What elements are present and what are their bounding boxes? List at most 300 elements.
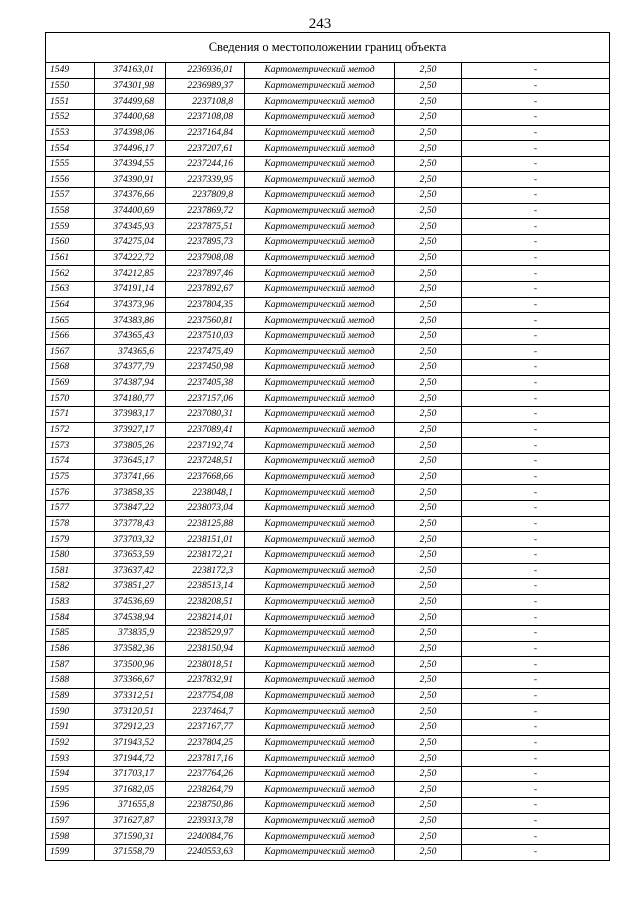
method-cell: Картометрический метод [245, 313, 395, 329]
accuracy-cell: 2,50 [395, 297, 462, 313]
accuracy-cell: 2,50 [395, 63, 462, 79]
point-number-cell: 1598 [46, 829, 95, 845]
description-cell: - [462, 704, 610, 720]
y-coordinate-cell: 2238150,94 [166, 641, 245, 657]
accuracy-cell: 2,50 [395, 547, 462, 563]
point-number-cell: 1567 [46, 344, 95, 360]
table-body [46, 63, 610, 861]
table-row [46, 813, 610, 829]
table-row [46, 719, 610, 735]
description-cell: - [462, 845, 610, 861]
y-coordinate-cell: 2237895,73 [166, 235, 245, 251]
description-cell: - [462, 563, 610, 579]
accuracy-cell: 2,50 [395, 172, 462, 188]
point-number-cell: 1565 [46, 313, 95, 329]
table-row [46, 563, 610, 579]
method-cell: Картометрический метод [245, 813, 395, 829]
table-row [46, 782, 610, 798]
description-cell: - [462, 485, 610, 501]
point-number-cell: 1599 [46, 845, 95, 861]
x-coordinate-cell: 374191,14 [95, 281, 166, 297]
method-cell: Картометрический метод [245, 469, 395, 485]
table-row [46, 485, 610, 501]
accuracy-cell: 2,50 [395, 422, 462, 438]
point-number-cell: 1554 [46, 141, 95, 157]
x-coordinate-cell: 374376,66 [95, 188, 166, 204]
point-number-cell: 1579 [46, 532, 95, 548]
x-coordinate-cell: 371558,79 [95, 845, 166, 861]
y-coordinate-cell: 2237080,31 [166, 407, 245, 423]
description-cell: - [462, 375, 610, 391]
point-number-cell: 1596 [46, 798, 95, 814]
description-cell: - [462, 125, 610, 141]
point-number-cell: 1584 [46, 610, 95, 626]
accuracy-cell: 2,50 [395, 360, 462, 376]
accuracy-cell: 2,50 [395, 829, 462, 845]
accuracy-cell: 2,50 [395, 813, 462, 829]
description-cell: - [462, 500, 610, 516]
x-coordinate-cell: 373312,51 [95, 688, 166, 704]
table-row [46, 845, 610, 861]
table-row [46, 391, 610, 407]
point-number-cell: 1552 [46, 109, 95, 125]
description-cell: - [462, 657, 610, 673]
point-number-cell: 1569 [46, 375, 95, 391]
method-cell: Картометрический метод [245, 188, 395, 204]
point-number-cell: 1585 [46, 626, 95, 642]
method-cell: Картометрический метод [245, 281, 395, 297]
y-coordinate-cell: 2238151,01 [166, 532, 245, 548]
x-coordinate-cell: 374387,94 [95, 375, 166, 391]
method-cell: Картометрический метод [245, 266, 395, 282]
description-cell: - [462, 751, 610, 767]
description-cell: - [462, 297, 610, 313]
point-number-cell: 1568 [46, 360, 95, 376]
accuracy-cell: 2,50 [395, 657, 462, 673]
y-coordinate-cell: 2236989,37 [166, 78, 245, 94]
point-number-cell: 1573 [46, 438, 95, 454]
description-cell: - [462, 719, 610, 735]
table-row [46, 141, 610, 157]
method-cell: Картометрический метод [245, 391, 395, 407]
x-coordinate-cell: 374400,68 [95, 109, 166, 125]
method-cell: Картометрический метод [245, 172, 395, 188]
method-cell: Картометрический метод [245, 610, 395, 626]
method-cell: Картометрический метод [245, 297, 395, 313]
table-row [46, 579, 610, 595]
method-cell: Картометрический метод [245, 454, 395, 470]
description-cell: - [462, 829, 610, 845]
y-coordinate-cell: 2237164,84 [166, 125, 245, 141]
point-number-cell: 1591 [46, 719, 95, 735]
point-number-cell: 1562 [46, 266, 95, 282]
accuracy-cell: 2,50 [395, 469, 462, 485]
x-coordinate-cell: 374383,86 [95, 313, 166, 329]
y-coordinate-cell: 2238264,79 [166, 782, 245, 798]
x-coordinate-cell: 371590,31 [95, 829, 166, 845]
method-cell: Картометрический метод [245, 125, 395, 141]
table-row [46, 454, 610, 470]
table-row [46, 704, 610, 720]
x-coordinate-cell: 374538,94 [95, 610, 166, 626]
accuracy-cell: 2,50 [395, 344, 462, 360]
table-row [46, 328, 610, 344]
point-number-cell: 1593 [46, 751, 95, 767]
y-coordinate-cell: 2237450,98 [166, 360, 245, 376]
description-cell: - [462, 594, 610, 610]
point-number-cell: 1571 [46, 407, 95, 423]
y-coordinate-cell: 2240553,63 [166, 845, 245, 861]
y-coordinate-cell: 2237089,41 [166, 422, 245, 438]
page-number: 243 [308, 16, 332, 32]
x-coordinate-cell: 371944,72 [95, 751, 166, 767]
description-cell: - [462, 141, 610, 157]
method-cell: Картометрический метод [245, 751, 395, 767]
point-number-cell: 1597 [46, 813, 95, 829]
accuracy-cell: 2,50 [395, 375, 462, 391]
accuracy-cell: 2,50 [395, 610, 462, 626]
y-coordinate-cell: 2237248,51 [166, 454, 245, 470]
table-row [46, 344, 610, 360]
description-cell: - [462, 469, 610, 485]
y-coordinate-cell: 2237804,35 [166, 297, 245, 313]
y-coordinate-cell: 2240084,76 [166, 829, 245, 845]
y-coordinate-cell: 2237804,25 [166, 735, 245, 751]
y-coordinate-cell: 2237157,06 [166, 391, 245, 407]
description-cell: - [462, 454, 610, 470]
accuracy-cell: 2,50 [395, 751, 462, 767]
y-coordinate-cell: 2237475,49 [166, 344, 245, 360]
accuracy-cell: 2,50 [395, 188, 462, 204]
accuracy-cell: 2,50 [395, 391, 462, 407]
x-coordinate-cell: 373983,17 [95, 407, 166, 423]
description-cell: - [462, 344, 610, 360]
x-coordinate-cell: 372912,23 [95, 719, 166, 735]
x-coordinate-cell: 373858,35 [95, 485, 166, 501]
method-cell: Картометрический метод [245, 422, 395, 438]
y-coordinate-cell: 2238048,1 [166, 485, 245, 501]
accuracy-cell: 2,50 [395, 594, 462, 610]
accuracy-cell: 2,50 [395, 516, 462, 532]
y-coordinate-cell: 2238125,88 [166, 516, 245, 532]
accuracy-cell: 2,50 [395, 735, 462, 751]
accuracy-cell: 2,50 [395, 485, 462, 501]
description-cell: - [462, 235, 610, 251]
point-number-cell: 1557 [46, 188, 95, 204]
y-coordinate-cell: 2237192,74 [166, 438, 245, 454]
accuracy-cell: 2,50 [395, 845, 462, 861]
table-row [46, 766, 610, 782]
x-coordinate-cell: 371943,52 [95, 735, 166, 751]
point-number-cell: 1595 [46, 782, 95, 798]
accuracy-cell: 2,50 [395, 766, 462, 782]
table-row [46, 172, 610, 188]
method-cell: Картометрический метод [245, 547, 395, 563]
accuracy-cell: 2,50 [395, 281, 462, 297]
x-coordinate-cell: 374163,01 [95, 63, 166, 79]
description-cell: - [462, 360, 610, 376]
accuracy-cell: 2,50 [395, 235, 462, 251]
x-coordinate-cell: 373851,27 [95, 579, 166, 595]
accuracy-cell: 2,50 [395, 78, 462, 94]
accuracy-cell: 2,50 [395, 94, 462, 110]
accuracy-cell: 2,50 [395, 798, 462, 814]
method-cell: Картометрический метод [245, 626, 395, 642]
table-row [46, 109, 610, 125]
y-coordinate-cell: 2237510,03 [166, 328, 245, 344]
point-number-cell: 1577 [46, 500, 95, 516]
point-number-cell: 1586 [46, 641, 95, 657]
table-row [46, 469, 610, 485]
x-coordinate-cell: 371703,17 [95, 766, 166, 782]
y-coordinate-cell: 2237875,51 [166, 219, 245, 235]
accuracy-cell: 2,50 [395, 250, 462, 266]
description-cell: - [462, 94, 610, 110]
point-number-cell: 1555 [46, 156, 95, 172]
y-coordinate-cell: 2238214,01 [166, 610, 245, 626]
method-cell: Картометрический метод [245, 672, 395, 688]
method-cell: Картометрический метод [245, 328, 395, 344]
y-coordinate-cell: 2237108,08 [166, 109, 245, 125]
x-coordinate-cell: 371655,8 [95, 798, 166, 814]
x-coordinate-cell: 371682,05 [95, 782, 166, 798]
method-cell: Картометрический метод [245, 203, 395, 219]
accuracy-cell: 2,50 [395, 141, 462, 157]
method-cell: Картометрический метод [245, 641, 395, 657]
x-coordinate-cell: 373366,67 [95, 672, 166, 688]
table-row [46, 188, 610, 204]
x-coordinate-cell: 373847,22 [95, 500, 166, 516]
y-coordinate-cell: 2237207,61 [166, 141, 245, 157]
table-row [46, 626, 610, 642]
y-coordinate-cell: 2238073,04 [166, 500, 245, 516]
description-cell: - [462, 407, 610, 423]
point-number-cell: 1572 [46, 422, 95, 438]
table-row [46, 219, 610, 235]
description-cell: - [462, 766, 610, 782]
x-coordinate-cell: 374394,55 [95, 156, 166, 172]
description-cell: - [462, 798, 610, 814]
description-cell: - [462, 532, 610, 548]
method-cell: Картометрический метод [245, 688, 395, 704]
method-cell: Картометрический метод [245, 78, 395, 94]
point-number-cell: 1581 [46, 563, 95, 579]
method-cell: Картометрический метод [245, 407, 395, 423]
y-coordinate-cell: 2237668,66 [166, 469, 245, 485]
accuracy-cell: 2,50 [395, 438, 462, 454]
method-cell: Картометрический метод [245, 500, 395, 516]
description-cell: - [462, 579, 610, 595]
x-coordinate-cell: 373835,9 [95, 626, 166, 642]
point-number-cell: 1594 [46, 766, 95, 782]
point-number-cell: 1553 [46, 125, 95, 141]
method-cell: Картометрический метод [245, 563, 395, 579]
x-coordinate-cell: 373637,42 [95, 563, 166, 579]
method-cell: Картометрический метод [245, 235, 395, 251]
table-row [46, 156, 610, 172]
table-row [46, 125, 610, 141]
table-row [46, 281, 610, 297]
y-coordinate-cell: 2238018,51 [166, 657, 245, 673]
accuracy-cell: 2,50 [395, 407, 462, 423]
x-coordinate-cell: 374496,17 [95, 141, 166, 157]
method-cell: Картометрический метод [245, 94, 395, 110]
table-row [46, 610, 610, 626]
y-coordinate-cell: 2237167,77 [166, 719, 245, 735]
table-row [46, 672, 610, 688]
point-number-cell: 1578 [46, 516, 95, 532]
y-coordinate-cell: 2237908,08 [166, 250, 245, 266]
accuracy-cell: 2,50 [395, 688, 462, 704]
point-number-cell: 1559 [46, 219, 95, 235]
accuracy-cell: 2,50 [395, 672, 462, 688]
y-coordinate-cell: 2237817,16 [166, 751, 245, 767]
point-number-cell: 1560 [46, 235, 95, 251]
description-cell: - [462, 313, 610, 329]
x-coordinate-cell: 373703,32 [95, 532, 166, 548]
table-row [46, 250, 610, 266]
method-cell: Картометрический метод [245, 219, 395, 235]
description-cell: - [462, 438, 610, 454]
table-row [46, 657, 610, 673]
description-cell: - [462, 203, 610, 219]
point-number-cell: 1550 [46, 78, 95, 94]
method-cell: Картометрический метод [245, 516, 395, 532]
method-cell: Картометрический метод [245, 250, 395, 266]
point-number-cell: 1592 [46, 735, 95, 751]
description-cell: - [462, 547, 610, 563]
description-cell: - [462, 391, 610, 407]
point-number-cell: 1564 [46, 297, 95, 313]
table-row [46, 547, 610, 563]
y-coordinate-cell: 2238750,86 [166, 798, 245, 814]
method-cell: Картометрический метод [245, 766, 395, 782]
point-number-cell: 1575 [46, 469, 95, 485]
method-cell: Картометрический метод [245, 782, 395, 798]
method-cell: Картометрический метод [245, 735, 395, 751]
y-coordinate-cell: 2237339,95 [166, 172, 245, 188]
table-row [46, 798, 610, 814]
table-row [46, 203, 610, 219]
x-coordinate-cell: 373500,96 [95, 657, 166, 673]
y-coordinate-cell: 2237897,46 [166, 266, 245, 282]
table-row [46, 829, 610, 845]
description-cell: - [462, 328, 610, 344]
point-number-cell: 1556 [46, 172, 95, 188]
point-number-cell: 1583 [46, 594, 95, 610]
accuracy-cell: 2,50 [395, 704, 462, 720]
y-coordinate-cell: 2237108,8 [166, 94, 245, 110]
x-coordinate-cell: 374301,98 [95, 78, 166, 94]
x-coordinate-cell: 374212,85 [95, 266, 166, 282]
table-row [46, 438, 610, 454]
method-cell: Картометрический метод [245, 798, 395, 814]
y-coordinate-cell: 2237754,08 [166, 688, 245, 704]
x-coordinate-cell: 374365,6 [95, 344, 166, 360]
table-row [46, 63, 610, 79]
point-number-cell: 1563 [46, 281, 95, 297]
accuracy-cell: 2,50 [395, 579, 462, 595]
method-cell: Картометрический метод [245, 845, 395, 861]
description-cell: - [462, 516, 610, 532]
point-number-cell: 1570 [46, 391, 95, 407]
x-coordinate-cell: 374222,72 [95, 250, 166, 266]
description-cell: - [462, 156, 610, 172]
description-cell: - [462, 250, 610, 266]
accuracy-cell: 2,50 [395, 454, 462, 470]
y-coordinate-cell: 2237405,38 [166, 375, 245, 391]
accuracy-cell: 2,50 [395, 626, 462, 642]
accuracy-cell: 2,50 [395, 109, 462, 125]
point-number-cell: 1551 [46, 94, 95, 110]
x-coordinate-cell: 373120,51 [95, 704, 166, 720]
y-coordinate-cell: 2237464,7 [166, 704, 245, 720]
point-number-cell: 1589 [46, 688, 95, 704]
boundary-coordinates-table [45, 32, 610, 861]
description-cell: - [462, 735, 610, 751]
accuracy-cell: 2,50 [395, 203, 462, 219]
method-cell: Картометрический метод [245, 156, 395, 172]
table-row [46, 235, 610, 251]
table-row [46, 688, 610, 704]
method-cell: Картометрический метод [245, 579, 395, 595]
description-cell: - [462, 266, 610, 282]
table-row [46, 375, 610, 391]
method-cell: Картометрический метод [245, 829, 395, 845]
point-number-cell: 1558 [46, 203, 95, 219]
method-cell: Картометрический метод [245, 438, 395, 454]
description-cell: - [462, 782, 610, 798]
table-row [46, 297, 610, 313]
point-number-cell: 1590 [46, 704, 95, 720]
method-cell: Картометрический метод [245, 141, 395, 157]
method-cell: Картометрический метод [245, 532, 395, 548]
x-coordinate-cell: 374275,04 [95, 235, 166, 251]
method-cell: Картометрический метод [245, 719, 395, 735]
x-coordinate-cell: 373582,36 [95, 641, 166, 657]
description-cell: - [462, 672, 610, 688]
accuracy-cell: 2,50 [395, 156, 462, 172]
description-cell: - [462, 219, 610, 235]
y-coordinate-cell: 2237560,81 [166, 313, 245, 329]
accuracy-cell: 2,50 [395, 500, 462, 516]
table-row [46, 313, 610, 329]
accuracy-cell: 2,50 [395, 328, 462, 344]
y-coordinate-cell: 2238513,14 [166, 579, 245, 595]
table-title: Сведения о местоположении границ объекта [46, 33, 610, 63]
table-row [46, 516, 610, 532]
point-number-cell: 1580 [46, 547, 95, 563]
accuracy-cell: 2,50 [395, 532, 462, 548]
table-row [46, 751, 610, 767]
point-number-cell: 1587 [46, 657, 95, 673]
y-coordinate-cell: 2239313,78 [166, 813, 245, 829]
table-row [46, 422, 610, 438]
description-cell: - [462, 109, 610, 125]
point-number-cell: 1549 [46, 63, 95, 79]
x-coordinate-cell: 374377,79 [95, 360, 166, 376]
x-coordinate-cell: 373741,66 [95, 469, 166, 485]
y-coordinate-cell: 2237809,8 [166, 188, 245, 204]
point-number-cell: 1588 [46, 672, 95, 688]
x-coordinate-cell: 374536,69 [95, 594, 166, 610]
table-row [46, 266, 610, 282]
point-number-cell: 1566 [46, 328, 95, 344]
method-cell: Картометрический метод [245, 375, 395, 391]
description-cell: - [462, 626, 610, 642]
point-number-cell: 1582 [46, 579, 95, 595]
accuracy-cell: 2,50 [395, 125, 462, 141]
